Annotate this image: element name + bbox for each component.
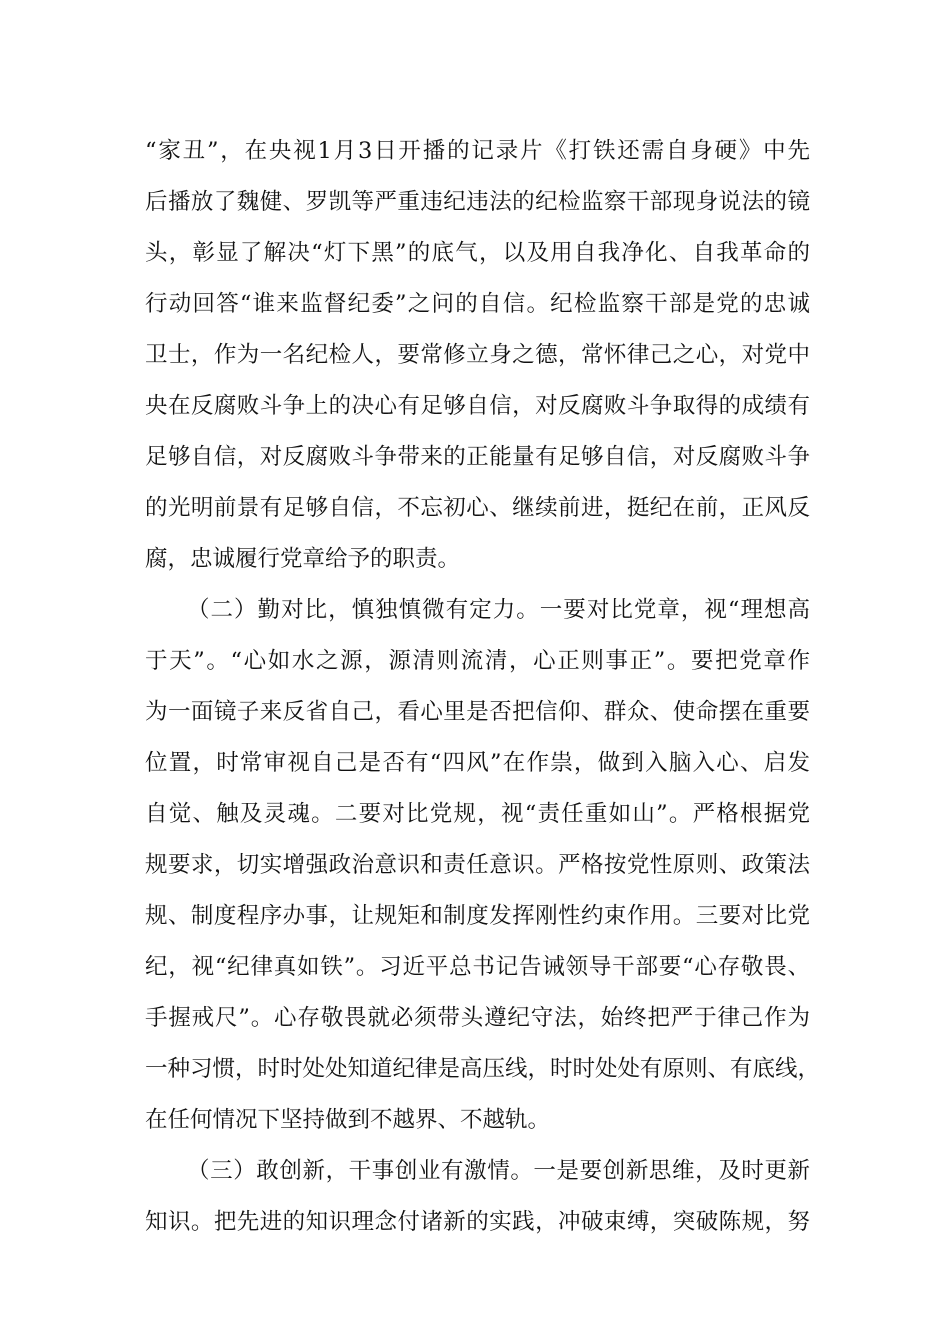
text-line: 后播放了魏健、罗凯等严重违纪违法的纪检监察干部现身说法的镜 bbox=[145, 189, 810, 215]
text-line: 一种习惯，时时处处知道纪律是高压线，时时处处有原则、有底线， bbox=[145, 1056, 821, 1082]
text-line: 行动回答“谁来监督纪委”之问的自信。纪检监察干部是党的忠诚 bbox=[145, 291, 810, 317]
text-line: “家丑”，在央视1月3日开播的记录片《打铁还需自身硬》中先 bbox=[145, 138, 810, 164]
text-line: 足够自信，对反腐败斗争带来的正能量有足够自信，对反腐败斗争 bbox=[145, 444, 810, 470]
section-heading-line: （三）敢创新，干事创业有激情。一是要创新思维，及时更新 bbox=[187, 1158, 810, 1184]
text-line: 规、制度程序办事，让规矩和制度发挥刚性约束作用。三要对比党 bbox=[145, 903, 810, 929]
text-line: 头，彰显了解决“灯下黑”的底气，以及用自我净化、自我革命的 bbox=[145, 240, 810, 266]
text-line: 于天”。“心如水之源，源清则流清，心正则事正”。要把党章作 bbox=[145, 648, 810, 674]
text-line: 知识。把先进的知识理念付诸新的实践，冲破束缚，突破陈规，努 bbox=[145, 1209, 810, 1235]
text-line: 纪，视“纪律真如铁”。习近平总书记告诫领导干部要“心存敬畏、 bbox=[145, 954, 810, 980]
text-line: 卫士，作为一名纪检人，要常修立身之德，常怀律己之心，对党中 bbox=[145, 342, 810, 368]
paragraph-end-line: 在任何情况下坚持做到不越界、不越轨。 bbox=[145, 1107, 551, 1133]
text-line: 规要求，切实增强政治意识和责任意识。严格按党性原则、政策法 bbox=[145, 852, 810, 878]
text-line: 自觉、触及灵魂。二要对比党规，视“责任重如山”。严格根据党 bbox=[145, 801, 810, 827]
text-line: 的光明前景有足够自信，不忘初心、继续前进，挺纪在前，正风反 bbox=[145, 495, 810, 521]
text-line: 央在反腐败斗争上的决心有足够自信，对反腐败斗争取得的成绩有 bbox=[145, 393, 810, 419]
paragraph-end-line: 腐，忠诚履行党章给予的职责。 bbox=[145, 546, 461, 572]
text-line: 手握戒尺”。心存敬畏就必须带头遵纪守法，始终把严于律己作为 bbox=[145, 1005, 810, 1031]
section-heading-line: （二）勤对比，慎独慎微有定力。一要对比党章，视“理想高 bbox=[187, 597, 810, 623]
text-line: 为一面镜子来反省自己，看心里是否把信仰、群众、使命摆在重要 bbox=[145, 699, 810, 725]
text-line: 位置，时常审视自己是否有“四风”在作祟，做到入脑入心、启发 bbox=[145, 750, 810, 776]
